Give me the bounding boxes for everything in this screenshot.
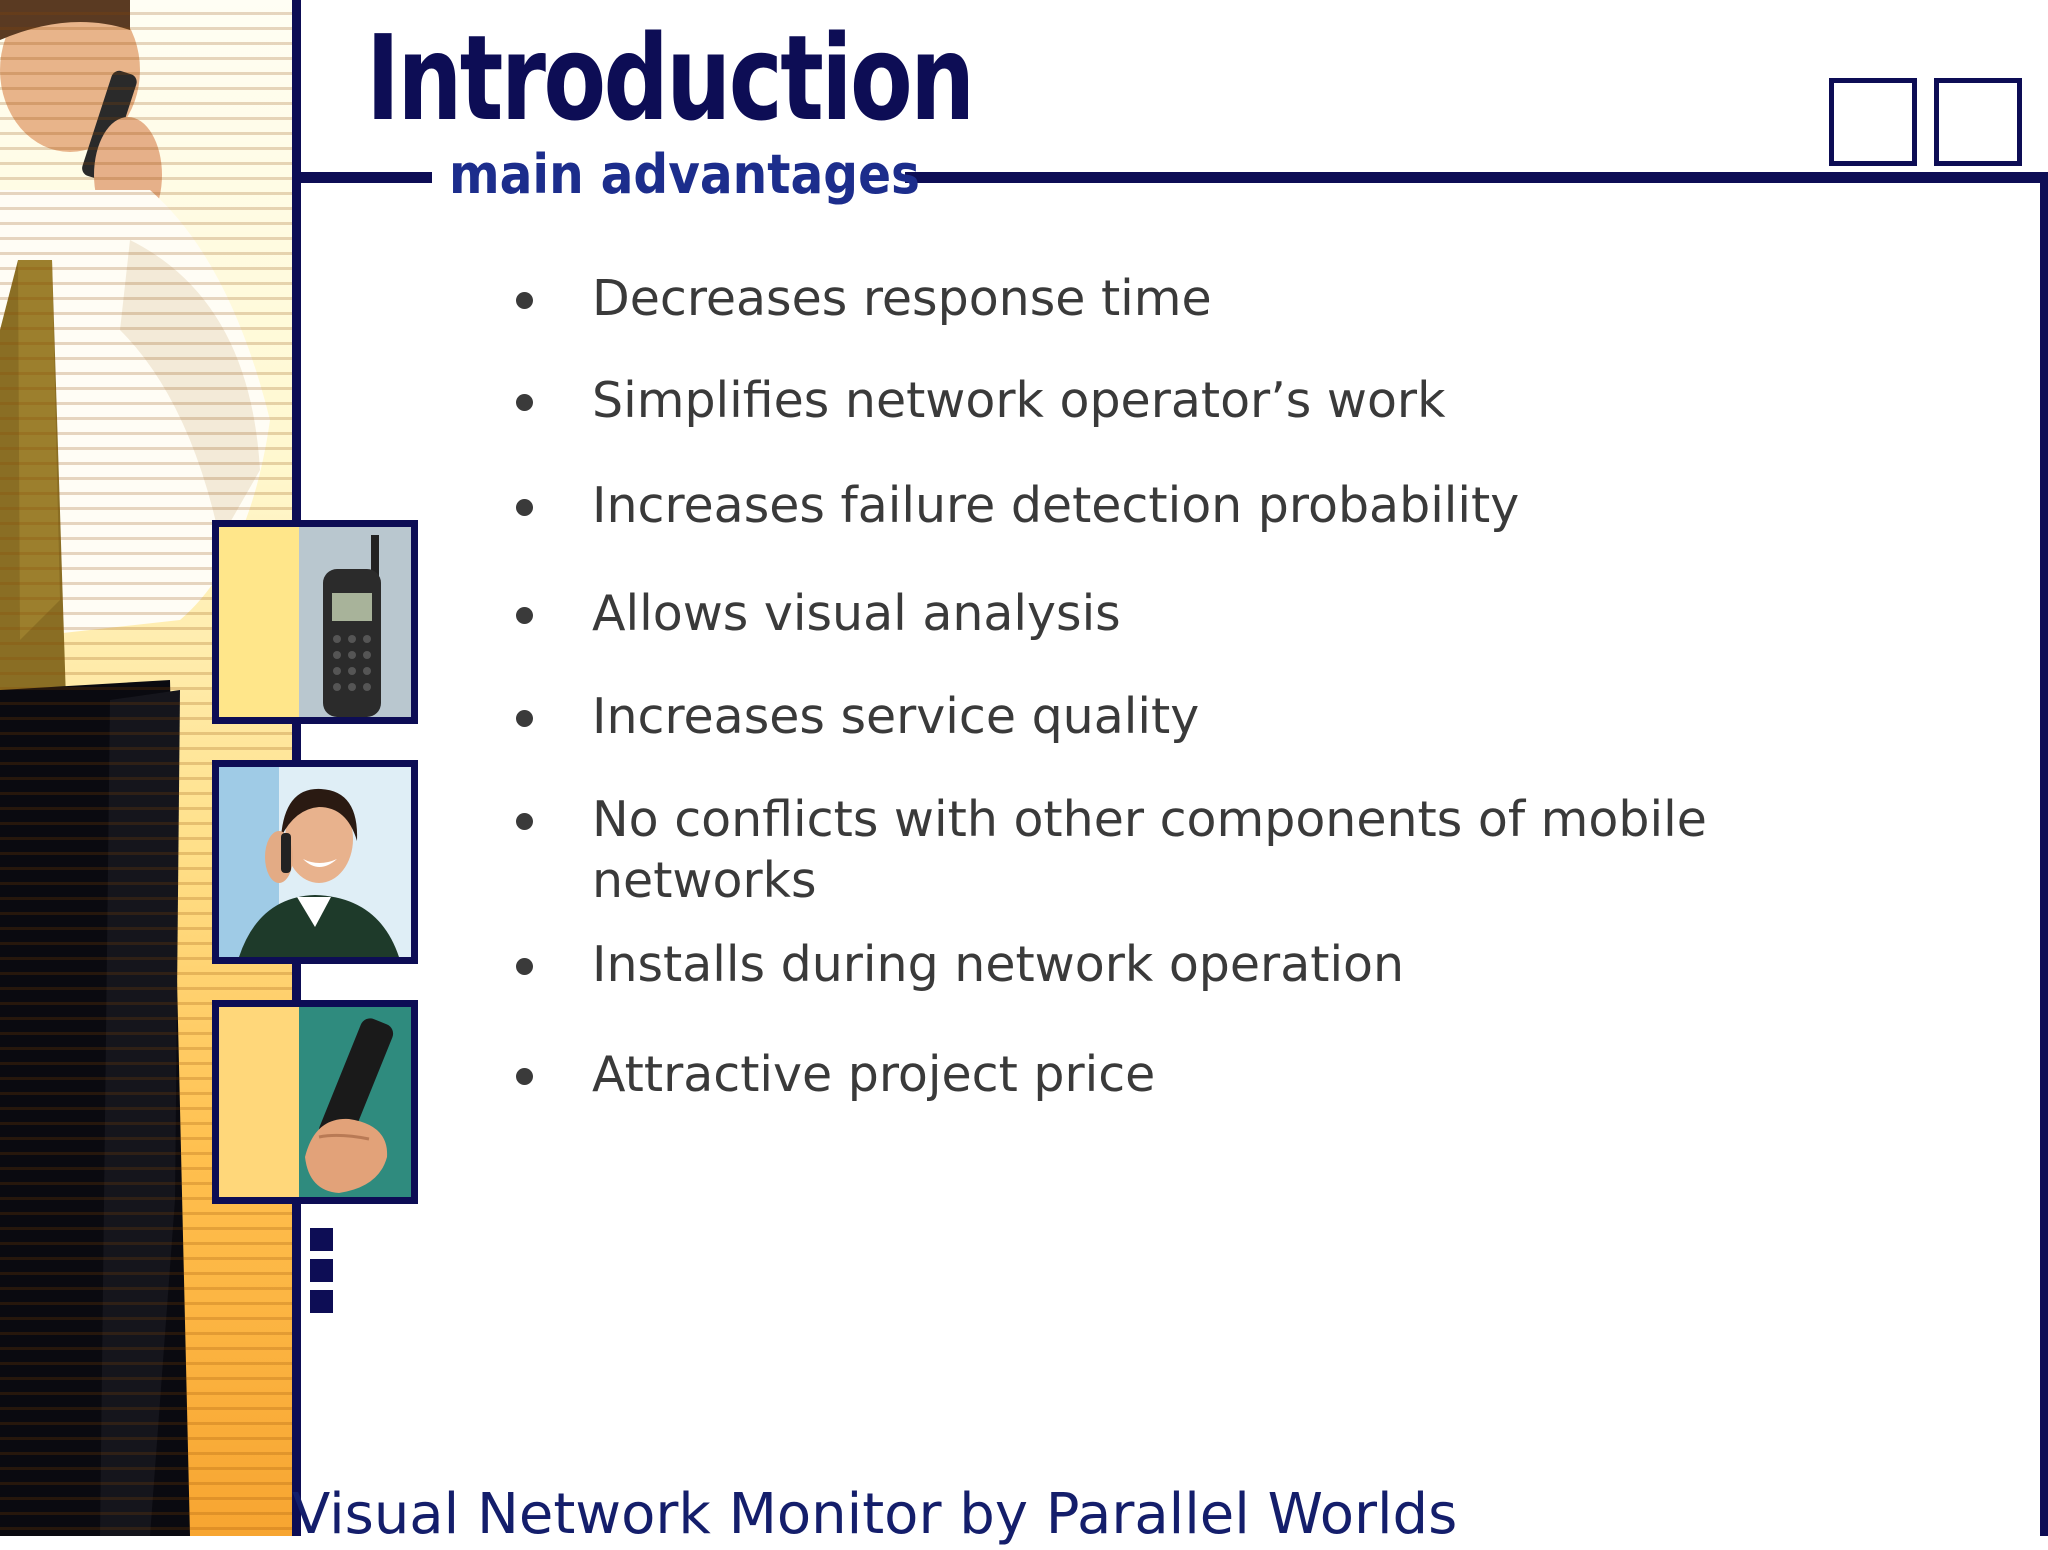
list-item-text-continuation: networks [592,852,817,909]
bullet-dot-icon [516,1068,533,1085]
list-item-text: Allows visual analysis [592,585,1121,642]
bullet-dot-icon [516,394,533,411]
bullet-dot-icon [516,607,533,624]
bullet-dot-icon [516,292,533,309]
bullet-dot-icon [516,813,533,830]
decorative-square [310,1290,333,1313]
slide-subtitle: main advantages [449,143,920,206]
list-item-text: Decreases response time [592,270,1212,327]
decorative-square [310,1259,333,1282]
slide-footer: Visual Network Monitor by Parallel Worlds [292,1482,1458,1547]
right-vertical-rule [2040,172,2048,1536]
decorative-square [310,1228,333,1251]
bullet-dot-icon [516,499,533,516]
slide-title: Introduction [366,9,973,147]
mobile-phone-photo [212,520,418,724]
decorative-squares [310,1228,333,1321]
bullet-dot-icon [516,958,533,975]
list-item-text: No conflicts with other components of mobile [592,791,1707,848]
corner-square-left [1829,78,1917,166]
hand-holding-phone-photo [212,1000,418,1204]
list-item-text: Attractive project price [592,1046,1156,1103]
corner-square-right [1934,78,2022,166]
list-item-text: Increases failure detection probability [592,477,1520,534]
list-item-text: Simplifies network operator’s work [592,372,1446,429]
title-rule-left [292,172,432,183]
list-item-text: Installs during network operation [592,936,1405,993]
smiling-woman-on-phone-photo [212,760,418,964]
bullet-dot-icon [516,710,533,727]
title-rule-right [905,172,2048,183]
list-item-text: Increases service quality [592,688,1200,745]
